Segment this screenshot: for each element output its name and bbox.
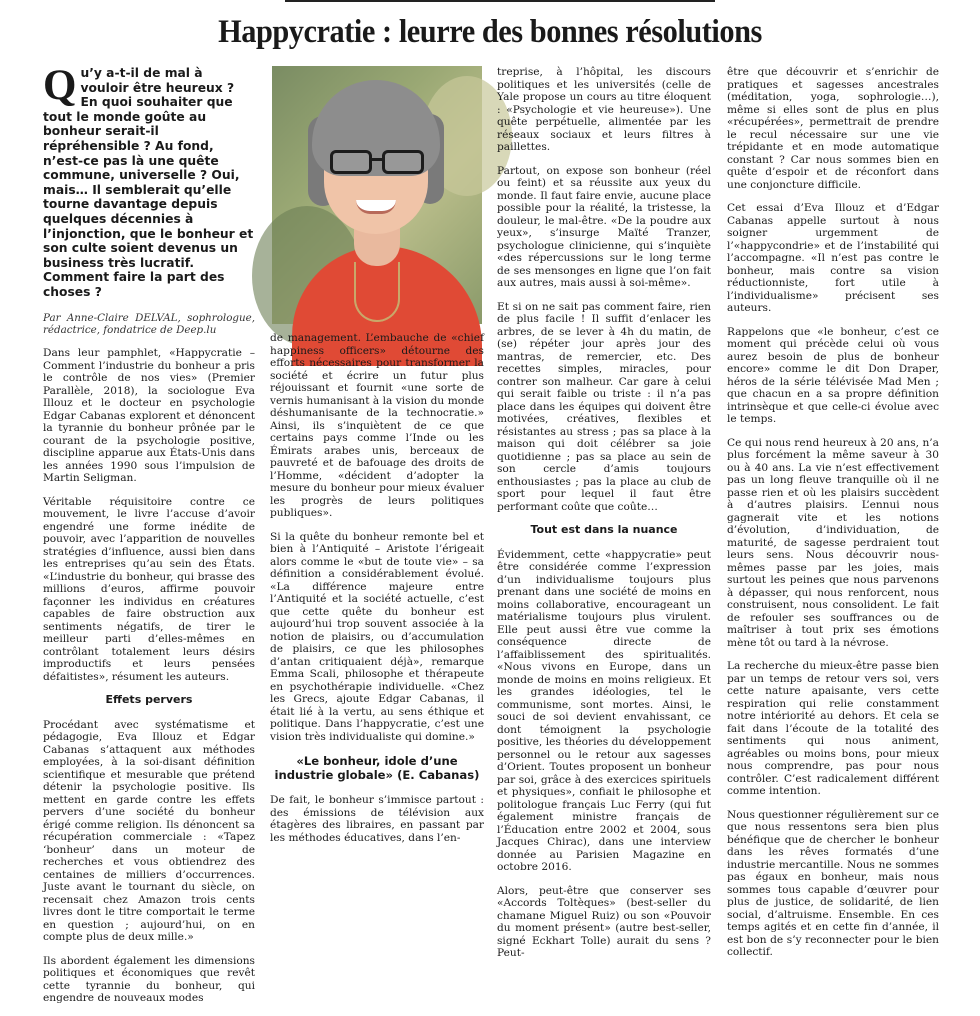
- paragraph: Ce qui nous rend heureux à 20 ans, n’a plus forcément la même saveur à 30 ou à 40 ans. La vie n’est effectivement pas un long fleuve tranquille où il ne passe rien et où les plaisirs succèdent à d’autres plaisirs. L’ennui nous gagnerait vite et les notions d’évolution, d’individuation, de maturité, de sagesse perdraient tout leurs sens. Nous découvrir nous-mêmes passe par les joies, mais surtout les peines que nous parvenons à dépasser, qui nous renforcent, nous construisent, nous consolident. Le fait de refouler ses souffrances ou de maîtriser à tout prix ses émotions mène tôt ou tard à la névrose.: [727, 436, 939, 649]
- paragraph: Nous questionner régulièrement sur ce que nous ressentons sera bien plus bénéfique que de chercher le bonheur dans les rêves formatés d’une industrie mercantille. Nous ne sommes pas égaux en bonheur, mais nous sommes tous capable d’œuvrer pour plus de justice, de solidarité, de lien social, d’altruisme. Ensemble. En ces temps agités et en cette fin d’année, il est bon de s’y reconnecter pour le bien collectif.: [727, 808, 939, 958]
- paragraph: treprise, à l’hôpital, les discours politiques et les universités (celle de Yale propose un cours au titre éloquent : «Psychologie et vie heureuse»). Une quête perpétuelle, alimentée par les réseaux sociaux et leurs filtres à paillettes.: [497, 66, 711, 153]
- glasses-icon: [330, 150, 424, 176]
- subheading-effets-pervers: Effets pervers: [105, 693, 193, 707]
- article-headline: Happycratie : leurre des bonnes résolutions: [218, 14, 762, 50]
- paragraph: Partout, on expose son bonheur (réel ou feint) et sa réussite aux yeux du monde. Il faut faire envie, aucune place possible pour la réalité, la tristesse, la douleur, le mal-être. «De la poudre aux yeux», s’insurge Maïté Tranzer, psychologue clinicienne, qui s’inquiète «des répercussions sur le long terme de ses mensonges en ligne que l’on fait aux autres, mais aussi à soi-même».: [497, 164, 711, 289]
- paragraph: Cet essai d’Eva Illouz et d’Edgar Cabanas appelle surtout à nous soigner urgemment de l’«happycondrie» et de l’instabilité qui l’accompagne. «Il n’est pas contre le bonheur, mais contre sa vision réductionniste, fort utile à l’individualisme» précisent ses auteurs.: [727, 202, 939, 314]
- column-1: [43, 62, 255, 1016]
- paragraph: de management. L’embauche de «chief happiness officers» détourne des efforts nécessaires pour transformer la société et écrire un futur plus réjouissant et fournit «une sorte de vernis humanisant à la vision du monde déshumanisante de la technocratie.» Ainsi, ils s’inquiètent de ce que certains pays comme l’Inde ou les Émirats arabes unis, berceaux de pauvreté et de bafouage des droits de l’Homme, «décident d’adopter la mesure du bonheur pour mieux évaluer les progrès de leurs politiques publiques».: [270, 332, 484, 519]
- column-4: [727, 66, 939, 970]
- lede-text: u’y a-t-il de mal à vouloir être heureux ? En quoi souhaiter que tout le monde goûte au bonheur serait-il répréhensible ? Au fond, n’est-ce pas là une quête commune, universelle ? Oui, mais… Il semblerait qu’elle tourne davantage depuis quelques décennies à l’injonction, que le bonheur et son culte soient devenus un business très lucratif. Comment faire la part des choses ?: [43, 66, 254, 299]
- paragraph: Évidemment, cette «happycratie» peut être considérée comme l’expression d’un individualisme toujours plus prenant dans une société de moins en moins collaborative, encourageant un matérialisme toujours plus virulent. Elle peut aussi être vue comme la conséquence directe de l’affaiblissement des spiritualités. «Nous vivons en Europe, dans un monde de moins en moins religieux. Et les grandes idéologies, tel le communisme, sont mortes. Ainsi, le souci de soi devient envahissant, ce dont témoignent la psychologie positive, les théories du développement personnel ou le retour aux sagesses d’Orient. Toutes proposent un bonheur par soi, grâce à des exercices spirituels et physiques», confiait le philosophe et politologue français Luc Ferry (qui fut également ministre français de l’Éducation entre 2002 et 2004, sous Jacques Chirac), dans une interview donnée au Parisien Magazine en octobre 2016.: [497, 548, 711, 873]
- paragraph: Si la quête du bonheur remonte bel et bien à l’Antiquité – Aristote l’érigeait alors comme le «but de toute vie» – sa définition a considérablement évolué. «La différence majeure entre l’Antiquité et la société actuelle, c’est que cette quête du bonheur est aujourd’hui trop souvent associée à la notion de plaisirs, ou d’accumulation de plaisirs, ce que les philosophes d’antan critiquaient déjà», remarque Emma Scali, philosophe et thérapeute en psychothérapie individuelle. «Chez les Grecs, ajoute Edgar Cabanas, il était lié à la vertu, au sens éthique et politique. Dans l’happycratie, c’est une vision très individualiste qui domine.»: [270, 530, 484, 743]
- paragraph: Et si on ne sait pas comment faire, rien de plus facile ! Il suffit d’enlacer les arbres, de se lever à 4h du matin, de (se) répéter jour après jour des mantras, de remercier, etc. Des recettes simples, miracles, pour contrer son malheur. Car gare à celui qui serait faible ou triste : il n’a pas place dans les équipes qui doivent être motivées, créatives, flexibles et résistantes au stress ; pas sa place à la maison qui doit célébrer sa joie quotidienne ; pas sa place au sein de son cercle d’amis toujours enthousiastes ; pas la place au club de sport pour lequel il faut être performant coûte que coûte…: [497, 300, 711, 513]
- column-2: [270, 332, 484, 855]
- paragraph: Ils abordent également les dimensions politiques et économiques que revêt cette tyrannie du bonheur, qui engendre de nouveaux modes: [43, 954, 255, 1005]
- byline: Par Anne-Claire DELVAL, sophrologue, rédactrice, fondatrice de Deep.lu: [43, 311, 255, 336]
- drop-cap: Q: [43, 62, 77, 109]
- paragraph: Dans leur pamphlet, «Happycratie –Comment l’industrie du bonheur a pris le contrôle de nos vies» (Premier Parallèle, 2018), la sociologue Eva Illouz et le docteur en psychologie Edgar Cabanas explorent et dénoncent la tyrannie du bonheur prônée par le courant de la psychologie positive, discipline apparue aux États-Unis dans les années 1990 sous l’impulsion de Martin Seligman.: [43, 347, 255, 485]
- paragraph: être que découvrir et s’enrichir de pratiques et sagesses ancestrales (méditation, yoga, sophrologie…), même si elles sont de plus en plus «récupérées», permettrait de prendre le recul nécessaire sur une vie trépidante et en mode automatique constant ? Car nous sommes bien en quête d’espoir et de réconfort dans une conjoncture difficile.: [727, 66, 939, 191]
- paragraph: Alors, peut-être que conserver ses «Accords Toltèques» (best-seller du chamane Miguel Ruiz) ou son «Pouvoir du moment présent» (autre best-seller, signé Eckhart Tolle) aurait du sens ? Peut-: [497, 884, 711, 959]
- pull-quote: «Le bonheur, idole d’une industrie globale» (E. Cabanas): [274, 754, 480, 782]
- paragraph: Procédant avec systématisme et pédagogie, Eva Illouz et Edgar Cabanas s’attaquent aux méthodes employées, à la soi-disant définition scientifique et mesurable que prétend détenir la psychologie positive. Ils mettent en garde contre les effets pervers d’une société du bonheur érigé comme religion. Ils dénoncent sa récupération commerciale : «Tapez ‘bonheur’ dans un moteur de recherches et vous obtiendrez des centaines de milliers d’occurrences. Juste avant le tournant du siècle, on recensait chez Amazon trois cents livres dont le titre comportait le terme en question ; aujourd’hui, on en compte plus de deux mille.»: [43, 718, 255, 944]
- article-lede: [43, 62, 255, 300]
- paragraph: Rappelons que «le bonheur, c’est ce moment qui précède celui où vous aurez besoin de plus de bonheur encore» comme le dit Don Draper, héros de la série télévisée Mad Men ; que chacun en a sa propre définition intrinsèque et que celle-ci évolue avec le temps.: [727, 325, 939, 425]
- author-portrait-photo: [272, 66, 482, 324]
- column-3: [497, 66, 711, 971]
- paragraph: La recherche du mieux-être passe bien par un temps de retour vers soi, vers cette nature apaisante, vers cette respiration qui relie constamment notre intériorité au dehors. Et cela se fait dans l’écoute de la totalité des sentiments qui nous animent, agréables ou moins bons, pour mieux nous comprendre, pas pour nous contrôler. C’est radicalement différent comme intention.: [727, 660, 939, 797]
- top-rule: [285, 0, 715, 2]
- subheading-tout-est-dans-la-nuance: Tout est dans la nuance: [530, 523, 678, 536]
- paragraph: Véritable réquisitoire contre ce mouvement, le livre l’accuse d’avoir engendré une forme inédite de pouvoir, avec l’apparition de nouvelles stratégies d’influence, aussi bien dans les entreprises qu’au sein des États. «L’industrie du bonheur, qui brasse des millions d’euros, affirme pouvoir façonner les individus en créatures capables de faire obstruction aux sentiments négatifs, de tirer le meilleur parti d’elles-mêmes en contrôlant totalement leurs désirs improductifs et leurs pensées défaitistes», résument les auteurs.: [43, 495, 255, 683]
- paragraph: De fait, le bonheur s’immisce partout : des émissions de télévision aux étagères des libraires, en passant par les méthodes éducatives, dans l’en-: [270, 794, 484, 844]
